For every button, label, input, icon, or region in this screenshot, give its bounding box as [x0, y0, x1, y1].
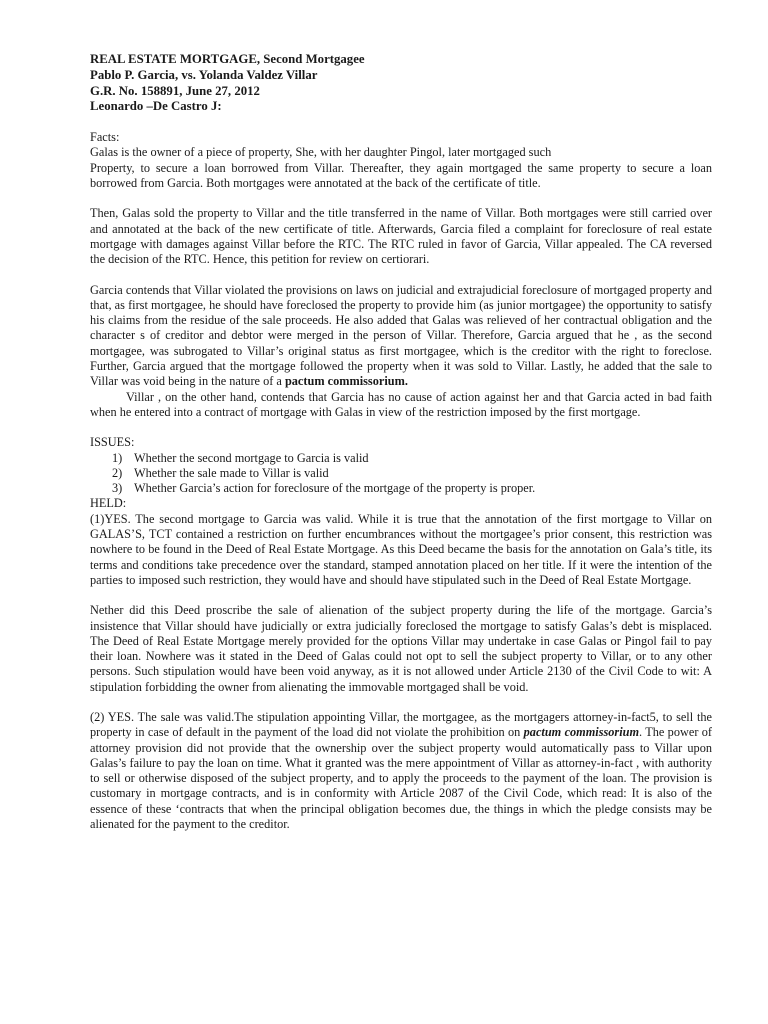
issues-label: ISSUES: — [90, 435, 135, 450]
ponente: Leonardo –De Castro J: — [90, 99, 222, 114]
facts-line-1: Galas is the owner of a piece of property, She, with her daughter Pingol, later mortgaged such — [90, 145, 552, 160]
held-paragraph-3-start: (2) YES. The sale was valid.The stipulation appointing Villar, the mortgagee, as the mortgagers attorney-in-fact5, to sell the property in case of default in the payment of the load did not violate the prohibition on — [90, 709, 712, 740]
issue-item — [112, 466, 712, 481]
facts-label: Facts: — [90, 130, 120, 145]
facts-paragraph-3-text: Garcia contends that Villar violated the provisions on laws on judicial and extrajudicial foreclosure of mortgaged property and that, as first mortgagee, he should have foreclosed the property to provide him (as junior mortgagee) the opportunity to satisfy his claims from the residue of the sale proceeds. He also added that Galas was relieved of her contractual obligation and the character s of creditor and debtor were merged in the person of Villar. Therefore, Garcia argued that he , as the second mortgagee, was subrogated to Villar’s original status as first mortgagee, which is the creditor with the right to foreclose. Further, Garcia argued that the mortgage followed the property when it was sold to Villar. Lastly, he added that the sale to Villar was void being in the nature of a — [90, 282, 712, 389]
pactum-commissorium-emphasis: pactum commissorium — [523, 725, 640, 740]
case-number: G.R. No. 158891, June 27, 2012 — [90, 83, 260, 98]
facts-paragraph-1: Property, to secure a loan borrowed from Villar. Thereafter, they again mortgaged the same property to secure a loan borrowed from Garcia. Both mortgages were annotated at the back of the certificate of title. — [90, 160, 712, 191]
facts-paragraph-2: Then, Galas sold the property to Villar and the title transferred in the name of Villar. Both mortgages were still carried over and annotated at the back of the new certificate of title. Afterwards, Garcia filed a complaint for foreclosure of real estate mortgage with damages against Villar before the RTC. The RTC ruled in favor of Garcia, Villar appealed. The CA reversed the decision of the RTC. Hence, this petition for review on certiorari. — [90, 206, 712, 267]
held-paragraph-3 — [90, 710, 712, 832]
facts-paragraph-4: Villar , on the other hand, contends that Garcia has no cause of action against her and that Garcia acted in bad faith when he entered into a contract of mortgage with Galas in view of the restriction imposed by the first mortgage. — [90, 389, 712, 419]
issue-text: Whether Garcia’s action for foreclosure of the mortgage of the property is proper. — [134, 481, 536, 496]
issue-number: 2) — [112, 465, 123, 480]
held-paragraph-2: Nether did this Deed proscribe the sale of alienation of the subject property during the life of the mortgage. Garcia’s insistence that Villar should have judicially or extra judicially foreclosed the mortgage to satisfy Galas’s debt is misplaced. The Deed of Real Estate Mortgage merely provided for the options Villar may undertake in case Galas or Pingol fail to pay their loan. Nowhere was it stated in the Deed of Galas could not opt to sell the subject property to Villar, or to any other persons. Such stipulation would have been void anyway, as it is not allowed under Article 2130 of the Civil Code to wit: A stipulation forbidding the owner from alienating the immovable mortgaged shall be void. — [90, 603, 712, 694]
case-parties: Pablo P. Garcia, vs. Yolanda Valdez Villar — [90, 67, 318, 82]
issue-number: 3) — [112, 481, 123, 496]
issue-item — [112, 451, 712, 466]
case-title: REAL ESTATE MORTGAGE, Second Mortgagee — [90, 52, 365, 66]
held-paragraph-1: (1)YES. The second mortgage to Garcia was valid. While it is true that the annotation of the first mortgage to Villar on GALAS’S, TCT contained a restriction on further encumbrances without the mortgagee’s prior consent, this restriction was nowhere to be found in the Deed of Real Estate Mortgage. As this Deed became the basis for the annotation on Gala’s title, its terms and conditions take precedence over the standard, stamped annotation placed on her title. If it were the intention of the parties to imposed such restriction, they would have and should have stipulated such in the Deed of Real Estate Mortgage. — [90, 511, 712, 587]
held-paragraph-3-rest: . The power of attorney provision did not provide that the ownership over the subject property would automatically pass to Villar upon Galas’s failure to pay the loan on time. What it granted was the mere appointment of Villar as attorney-in-fact , with authority to sell or otherwise disposed of the subject property, and to apply the proceeds to the payment of the loan. The provision is customary in mortgage contracts, and is in conformity with Article 2087 of the Civil Code, which read: It is also of the essence of these ‘contracts that when the principal obligation becomes due, the things in which the pledge consists may be alienated for the payment to the creditor. — [90, 725, 712, 832]
issue-text: Whether the sale made to Villar is valid — [134, 465, 329, 480]
document-page — [90, 52, 712, 832]
issue-item — [112, 481, 712, 496]
issue-number: 1) — [112, 450, 123, 465]
issue-text: Whether the second mortgage to Garcia is valid — [134, 450, 369, 465]
held-label: HELD: — [90, 496, 127, 511]
facts-paragraph-3 — [90, 283, 712, 390]
pactum-commissorium-term: pactum commissorium. — [284, 374, 408, 389]
issues-list — [90, 451, 712, 497]
